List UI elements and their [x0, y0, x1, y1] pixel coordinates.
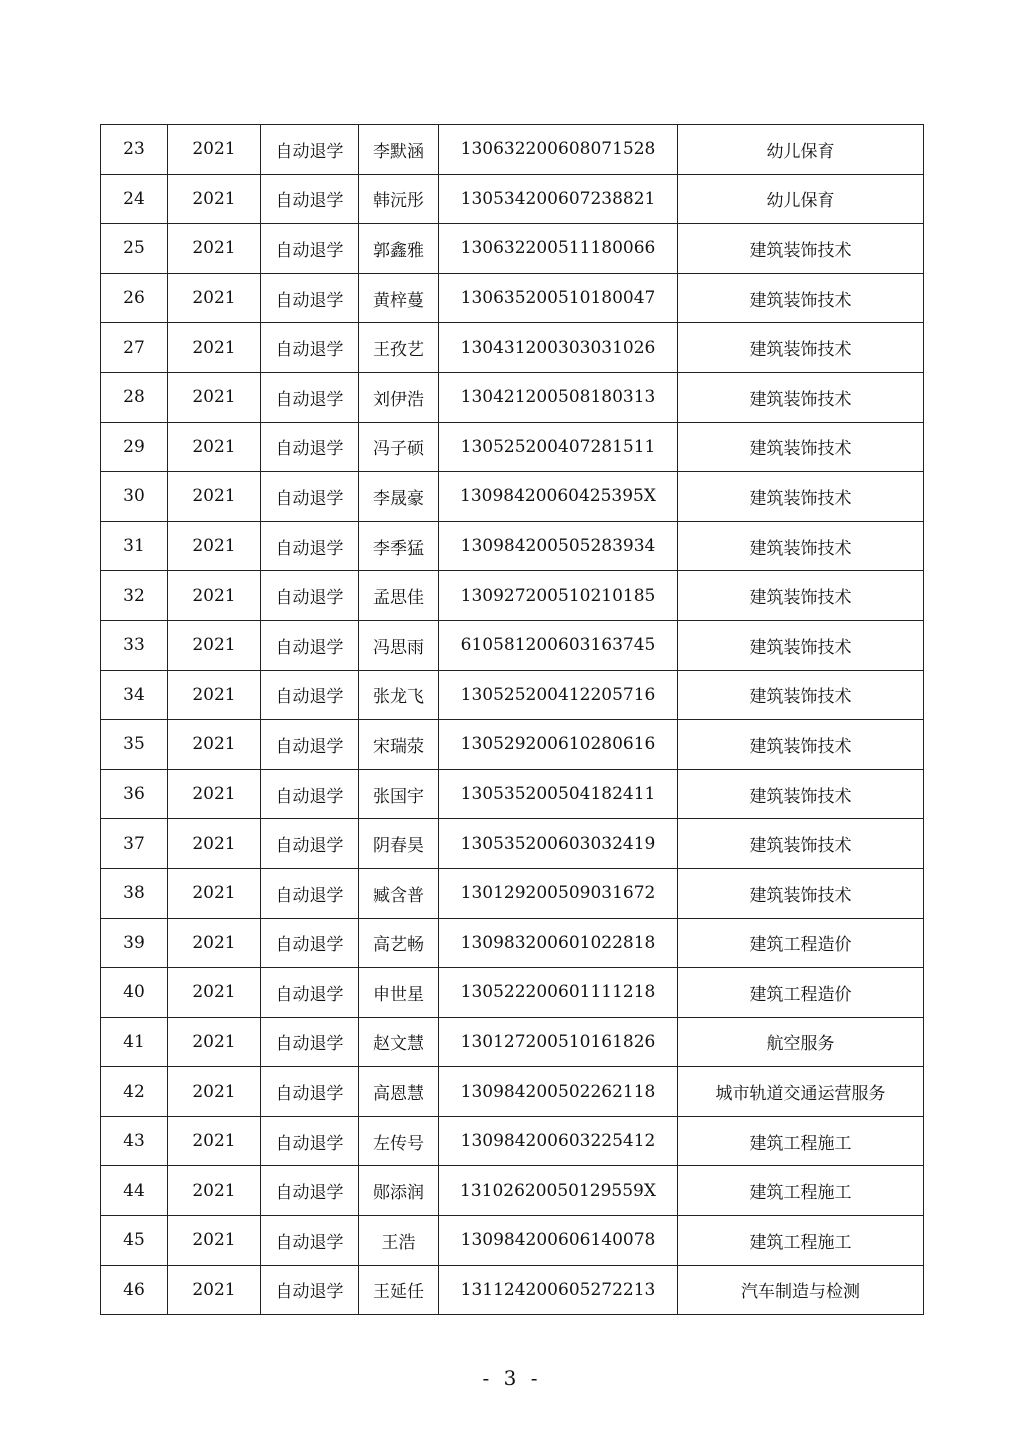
cell-status: 自动退学 — [261, 224, 359, 274]
cell-id-number: 130127200510161826 — [439, 1017, 678, 1067]
cell-status: 自动退学 — [261, 968, 359, 1018]
cell-number: 42 — [101, 1067, 168, 1117]
cell-id-number: 130927200510210185 — [439, 571, 678, 621]
cell-year: 2021 — [168, 769, 261, 819]
cell-major: 幼儿保育 — [678, 125, 924, 175]
cell-name: 郧添润 — [359, 1166, 439, 1216]
table-row — [101, 125, 924, 175]
table-row — [101, 1265, 924, 1315]
cell-name: 左传号 — [359, 1116, 439, 1166]
cell-number: 27 — [101, 323, 168, 373]
cell-year: 2021 — [168, 968, 261, 1018]
table-row — [101, 521, 924, 571]
cell-name: 王延任 — [359, 1265, 439, 1315]
cell-year: 2021 — [168, 720, 261, 770]
cell-id-number: 610581200603163745 — [439, 620, 678, 670]
cell-number: 38 — [101, 868, 168, 918]
cell-id-number: 130129200509031672 — [439, 868, 678, 918]
cell-year: 2021 — [168, 1116, 261, 1166]
cell-year: 2021 — [168, 571, 261, 621]
table-row — [101, 1166, 924, 1216]
cell-major: 建筑装饰技术 — [678, 819, 924, 869]
cell-number: 26 — [101, 273, 168, 323]
table-row — [101, 670, 924, 720]
cell-name: 张龙飞 — [359, 670, 439, 720]
student-table — [100, 124, 924, 1315]
cell-id-number: 130984200505283934 — [439, 521, 678, 571]
table-row — [101, 1216, 924, 1266]
cell-name: 申世星 — [359, 968, 439, 1018]
cell-id-number: 130984200606140078 — [439, 1216, 678, 1266]
table-row — [101, 273, 924, 323]
cell-number: 32 — [101, 571, 168, 621]
cell-year: 2021 — [168, 125, 261, 175]
cell-year: 2021 — [168, 372, 261, 422]
table-row — [101, 1067, 924, 1117]
cell-year: 2021 — [168, 868, 261, 918]
cell-number: 24 — [101, 174, 168, 224]
cell-name: 臧含普 — [359, 868, 439, 918]
cell-major: 建筑装饰技术 — [678, 273, 924, 323]
cell-number: 44 — [101, 1166, 168, 1216]
cell-major: 建筑工程造价 — [678, 968, 924, 1018]
table-row — [101, 1116, 924, 1166]
cell-status: 自动退学 — [261, 1216, 359, 1266]
cell-name: 刘伊浩 — [359, 372, 439, 422]
cell-number: 25 — [101, 224, 168, 274]
cell-name: 韩沅彤 — [359, 174, 439, 224]
cell-id-number: 130421200508180313 — [439, 372, 678, 422]
cell-major: 建筑装饰技术 — [678, 571, 924, 621]
table-row — [101, 571, 924, 621]
cell-year: 2021 — [168, 1166, 261, 1216]
cell-name: 宋瑞荥 — [359, 720, 439, 770]
cell-number: 37 — [101, 819, 168, 869]
cell-major: 建筑装饰技术 — [678, 323, 924, 373]
cell-name: 郭鑫雅 — [359, 224, 439, 274]
cell-major: 建筑装饰技术 — [678, 472, 924, 522]
cell-name: 李默涵 — [359, 125, 439, 175]
cell-status: 自动退学 — [261, 868, 359, 918]
cell-name: 李季猛 — [359, 521, 439, 571]
cell-year: 2021 — [168, 620, 261, 670]
cell-year: 2021 — [168, 1067, 261, 1117]
cell-name: 张国宇 — [359, 769, 439, 819]
cell-major: 建筑装饰技术 — [678, 620, 924, 670]
table-row — [101, 868, 924, 918]
cell-number: 29 — [101, 422, 168, 472]
cell-number: 30 — [101, 472, 168, 522]
cell-number: 36 — [101, 769, 168, 819]
cell-name: 冯思雨 — [359, 620, 439, 670]
cell-status: 自动退学 — [261, 670, 359, 720]
cell-status: 自动退学 — [261, 720, 359, 770]
cell-year: 2021 — [168, 1017, 261, 1067]
cell-number: 43 — [101, 1116, 168, 1166]
cell-name: 高艺畅 — [359, 918, 439, 968]
cell-year: 2021 — [168, 472, 261, 522]
table-row — [101, 769, 924, 819]
cell-status: 自动退学 — [261, 1116, 359, 1166]
cell-major: 建筑工程造价 — [678, 918, 924, 968]
cell-major: 城市轨道交通运营服务 — [678, 1067, 924, 1117]
cell-name: 李晟豪 — [359, 472, 439, 522]
cell-number: 28 — [101, 372, 168, 422]
table-row — [101, 1017, 924, 1067]
cell-number: 45 — [101, 1216, 168, 1266]
cell-status: 自动退学 — [261, 819, 359, 869]
page-number: - 3 - — [482, 1366, 542, 1390]
cell-major: 建筑装饰技术 — [678, 769, 924, 819]
cell-number: 35 — [101, 720, 168, 770]
cell-number: 33 — [101, 620, 168, 670]
cell-status: 自动退学 — [261, 174, 359, 224]
cell-year: 2021 — [168, 224, 261, 274]
cell-id-number: 130984200502262118 — [439, 1067, 678, 1117]
cell-status: 自动退学 — [261, 1067, 359, 1117]
cell-year: 2021 — [168, 1265, 261, 1315]
table-body — [101, 125, 924, 1315]
cell-id-number: 130522200601111218 — [439, 968, 678, 1018]
cell-number: 39 — [101, 918, 168, 968]
cell-id-number: 13102620050129559X — [439, 1166, 678, 1216]
cell-id-number: 130535200603032419 — [439, 819, 678, 869]
cell-id-number: 130525200407281511 — [439, 422, 678, 472]
table-row — [101, 372, 924, 422]
cell-major: 建筑装饰技术 — [678, 720, 924, 770]
cell-major: 建筑装饰技术 — [678, 521, 924, 571]
cell-year: 2021 — [168, 819, 261, 869]
cell-major: 建筑装饰技术 — [678, 670, 924, 720]
table-row — [101, 620, 924, 670]
cell-major: 建筑装饰技术 — [678, 224, 924, 274]
cell-id-number: 130983200601022818 — [439, 918, 678, 968]
cell-number: 46 — [101, 1265, 168, 1315]
table-row — [101, 918, 924, 968]
cell-id-number: 130632200511180066 — [439, 224, 678, 274]
cell-number: 23 — [101, 125, 168, 175]
cell-year: 2021 — [168, 521, 261, 571]
cell-name: 黄梓蔓 — [359, 273, 439, 323]
cell-number: 31 — [101, 521, 168, 571]
cell-major: 汽车制造与检测 — [678, 1265, 924, 1315]
cell-id-number: 130535200504182411 — [439, 769, 678, 819]
cell-number: 40 — [101, 968, 168, 1018]
cell-id-number: 130534200607238821 — [439, 174, 678, 224]
cell-id-number: 13098420060425395X — [439, 472, 678, 522]
cell-major: 建筑装饰技术 — [678, 372, 924, 422]
cell-name: 高恩慧 — [359, 1067, 439, 1117]
cell-number: 41 — [101, 1017, 168, 1067]
cell-status: 自动退学 — [261, 620, 359, 670]
cell-major: 建筑工程施工 — [678, 1116, 924, 1166]
cell-major: 幼儿保育 — [678, 174, 924, 224]
table-row — [101, 720, 924, 770]
table-row — [101, 323, 924, 373]
cell-status: 自动退学 — [261, 1265, 359, 1315]
table-row — [101, 224, 924, 274]
cell-id-number: 130984200603225412 — [439, 1116, 678, 1166]
cell-number: 34 — [101, 670, 168, 720]
cell-major: 建筑工程施工 — [678, 1216, 924, 1266]
cell-status: 自动退学 — [261, 273, 359, 323]
cell-id-number: 131124200605272213 — [439, 1265, 678, 1315]
cell-year: 2021 — [168, 1216, 261, 1266]
cell-id-number: 130525200412205716 — [439, 670, 678, 720]
cell-status: 自动退学 — [261, 472, 359, 522]
cell-status: 自动退学 — [261, 1166, 359, 1216]
cell-name: 冯子硕 — [359, 422, 439, 472]
cell-name: 王孜艺 — [359, 323, 439, 373]
cell-id-number: 130635200510180047 — [439, 273, 678, 323]
cell-major: 建筑装饰技术 — [678, 422, 924, 472]
table-row — [101, 174, 924, 224]
cell-id-number: 130529200610280616 — [439, 720, 678, 770]
cell-status: 自动退学 — [261, 125, 359, 175]
cell-id-number: 130632200608071528 — [439, 125, 678, 175]
table-row — [101, 819, 924, 869]
cell-year: 2021 — [168, 273, 261, 323]
cell-major: 航空服务 — [678, 1017, 924, 1067]
cell-status: 自动退学 — [261, 1017, 359, 1067]
cell-year: 2021 — [168, 174, 261, 224]
table-row — [101, 472, 924, 522]
cell-year: 2021 — [168, 323, 261, 373]
table-row — [101, 422, 924, 472]
cell-name: 阴春昊 — [359, 819, 439, 869]
cell-year: 2021 — [168, 670, 261, 720]
cell-status: 自动退学 — [261, 918, 359, 968]
table-row — [101, 968, 924, 1018]
cell-name: 孟思佳 — [359, 571, 439, 621]
cell-year: 2021 — [168, 918, 261, 968]
cell-status: 自动退学 — [261, 323, 359, 373]
cell-major: 建筑工程施工 — [678, 1166, 924, 1216]
cell-status: 自动退学 — [261, 571, 359, 621]
cell-status: 自动退学 — [261, 521, 359, 571]
cell-name: 赵文慧 — [359, 1017, 439, 1067]
cell-id-number: 130431200303031026 — [439, 323, 678, 373]
cell-major: 建筑装饰技术 — [678, 868, 924, 918]
cell-name: 王浩 — [359, 1216, 439, 1266]
cell-year: 2021 — [168, 422, 261, 472]
cell-status: 自动退学 — [261, 422, 359, 472]
cell-status: 自动退学 — [261, 769, 359, 819]
cell-status: 自动退学 — [261, 372, 359, 422]
